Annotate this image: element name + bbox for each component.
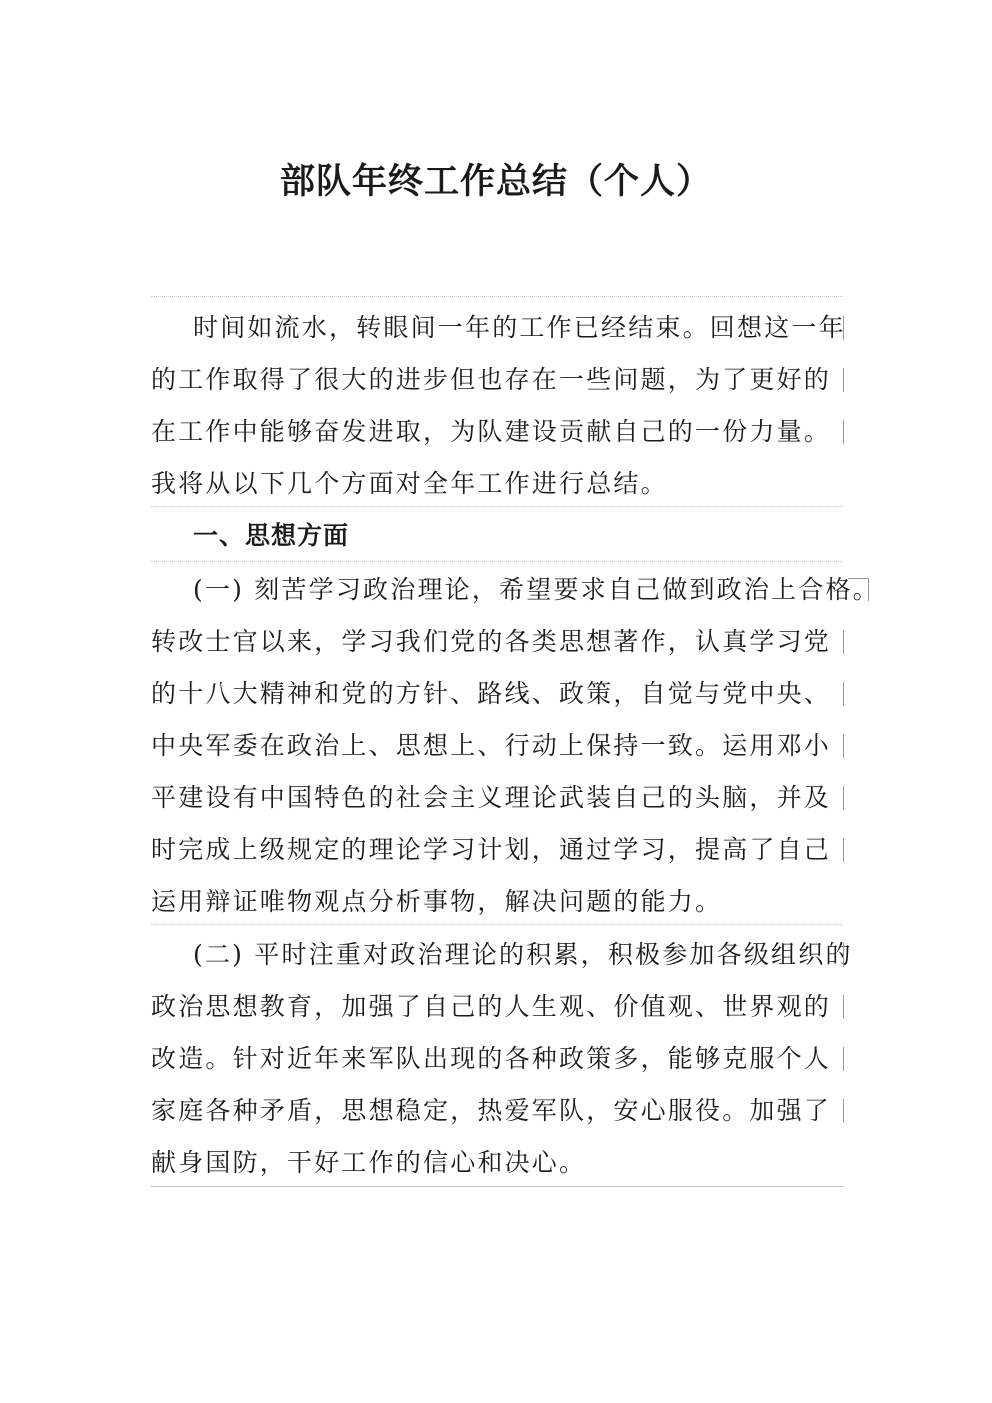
intro-paragraph (151, 302, 846, 510)
paragraph-line: 的十八大精神和党的方针、路线、政策，自觉与党中央、 (151, 679, 832, 708)
line-end-marker (843, 995, 844, 1019)
paragraph-line: 平建设有中国特色的社会主义理论武装自己的头脑，并及 (151, 783, 832, 812)
paragraph-divider (151, 296, 843, 297)
line-end-marker (868, 578, 869, 601)
paragraph-divider (151, 561, 843, 562)
line-end-marker (848, 578, 868, 579)
intro-line: 时间如流水，转眼间一年的工作已经结束。回想这一年 (193, 313, 846, 342)
paragraph-line: (一) 刻苦学习政治理论，希望要求自己做到政治上合格。 (193, 575, 880, 604)
section-heading: 一、思想方面 (193, 521, 350, 550)
paragraph-divider (151, 924, 843, 925)
paragraph-divider (151, 1186, 843, 1187)
line-end-marker (843, 682, 844, 706)
paragraph-line: 运用辩证唯物观点分析事物，解决问题的能力。 (151, 887, 723, 916)
paragraph-line: 家庭各种矛盾，思想稳定，热爱军队，安心服役。加强了 (151, 1096, 832, 1125)
section1-paragraph-2 (151, 929, 853, 1189)
line-end-marker (843, 1099, 844, 1123)
line-end-marker (843, 1047, 844, 1071)
line-end-marker (843, 786, 844, 810)
intro-line: 在工作中能够奋发进取，为队建设贡献自己的一份力量。 (151, 417, 832, 446)
paragraph-line: 转改士官以来，学习我们党的各类思想著作，认真学习党 (151, 627, 832, 656)
intro-line: 的工作取得了很大的进步但也存在一些问题，为了更好的 (151, 365, 832, 394)
paragraph-line: 政治思想教育，加强了自己的人生观、价值观、世界观的 (151, 992, 832, 1021)
intro-line: 我将从以下几个方面对全年工作进行总结。 (151, 469, 668, 498)
line-end-marker (843, 943, 844, 967)
paragraph-line: 时完成上级规定的理论学习计划，通过学习，提高了自己 (151, 835, 832, 864)
paragraph-divider (151, 506, 843, 507)
line-end-marker (843, 734, 844, 758)
document-title: 部队年终工作总结（个人） (279, 161, 712, 202)
line-end-marker (843, 368, 844, 392)
paragraph-line: 改造。针对近年来军队出现的各种政策多，能够克服个人 (151, 1044, 832, 1073)
paragraph-line: 中央军委在政治上、思想上、行动上保持一致。运用邓小 (151, 731, 832, 760)
line-end-marker (843, 420, 844, 444)
line-end-marker (843, 838, 844, 862)
line-end-marker (843, 316, 844, 340)
section1-paragraph-1 (151, 564, 880, 928)
paragraph-line: 献身国防，干好工作的信心和决心。 (151, 1148, 587, 1177)
line-end-marker (843, 630, 844, 654)
paragraph-line: (二) 平时注重对政治理论的积累，积极参加各级组织的 (193, 940, 853, 969)
